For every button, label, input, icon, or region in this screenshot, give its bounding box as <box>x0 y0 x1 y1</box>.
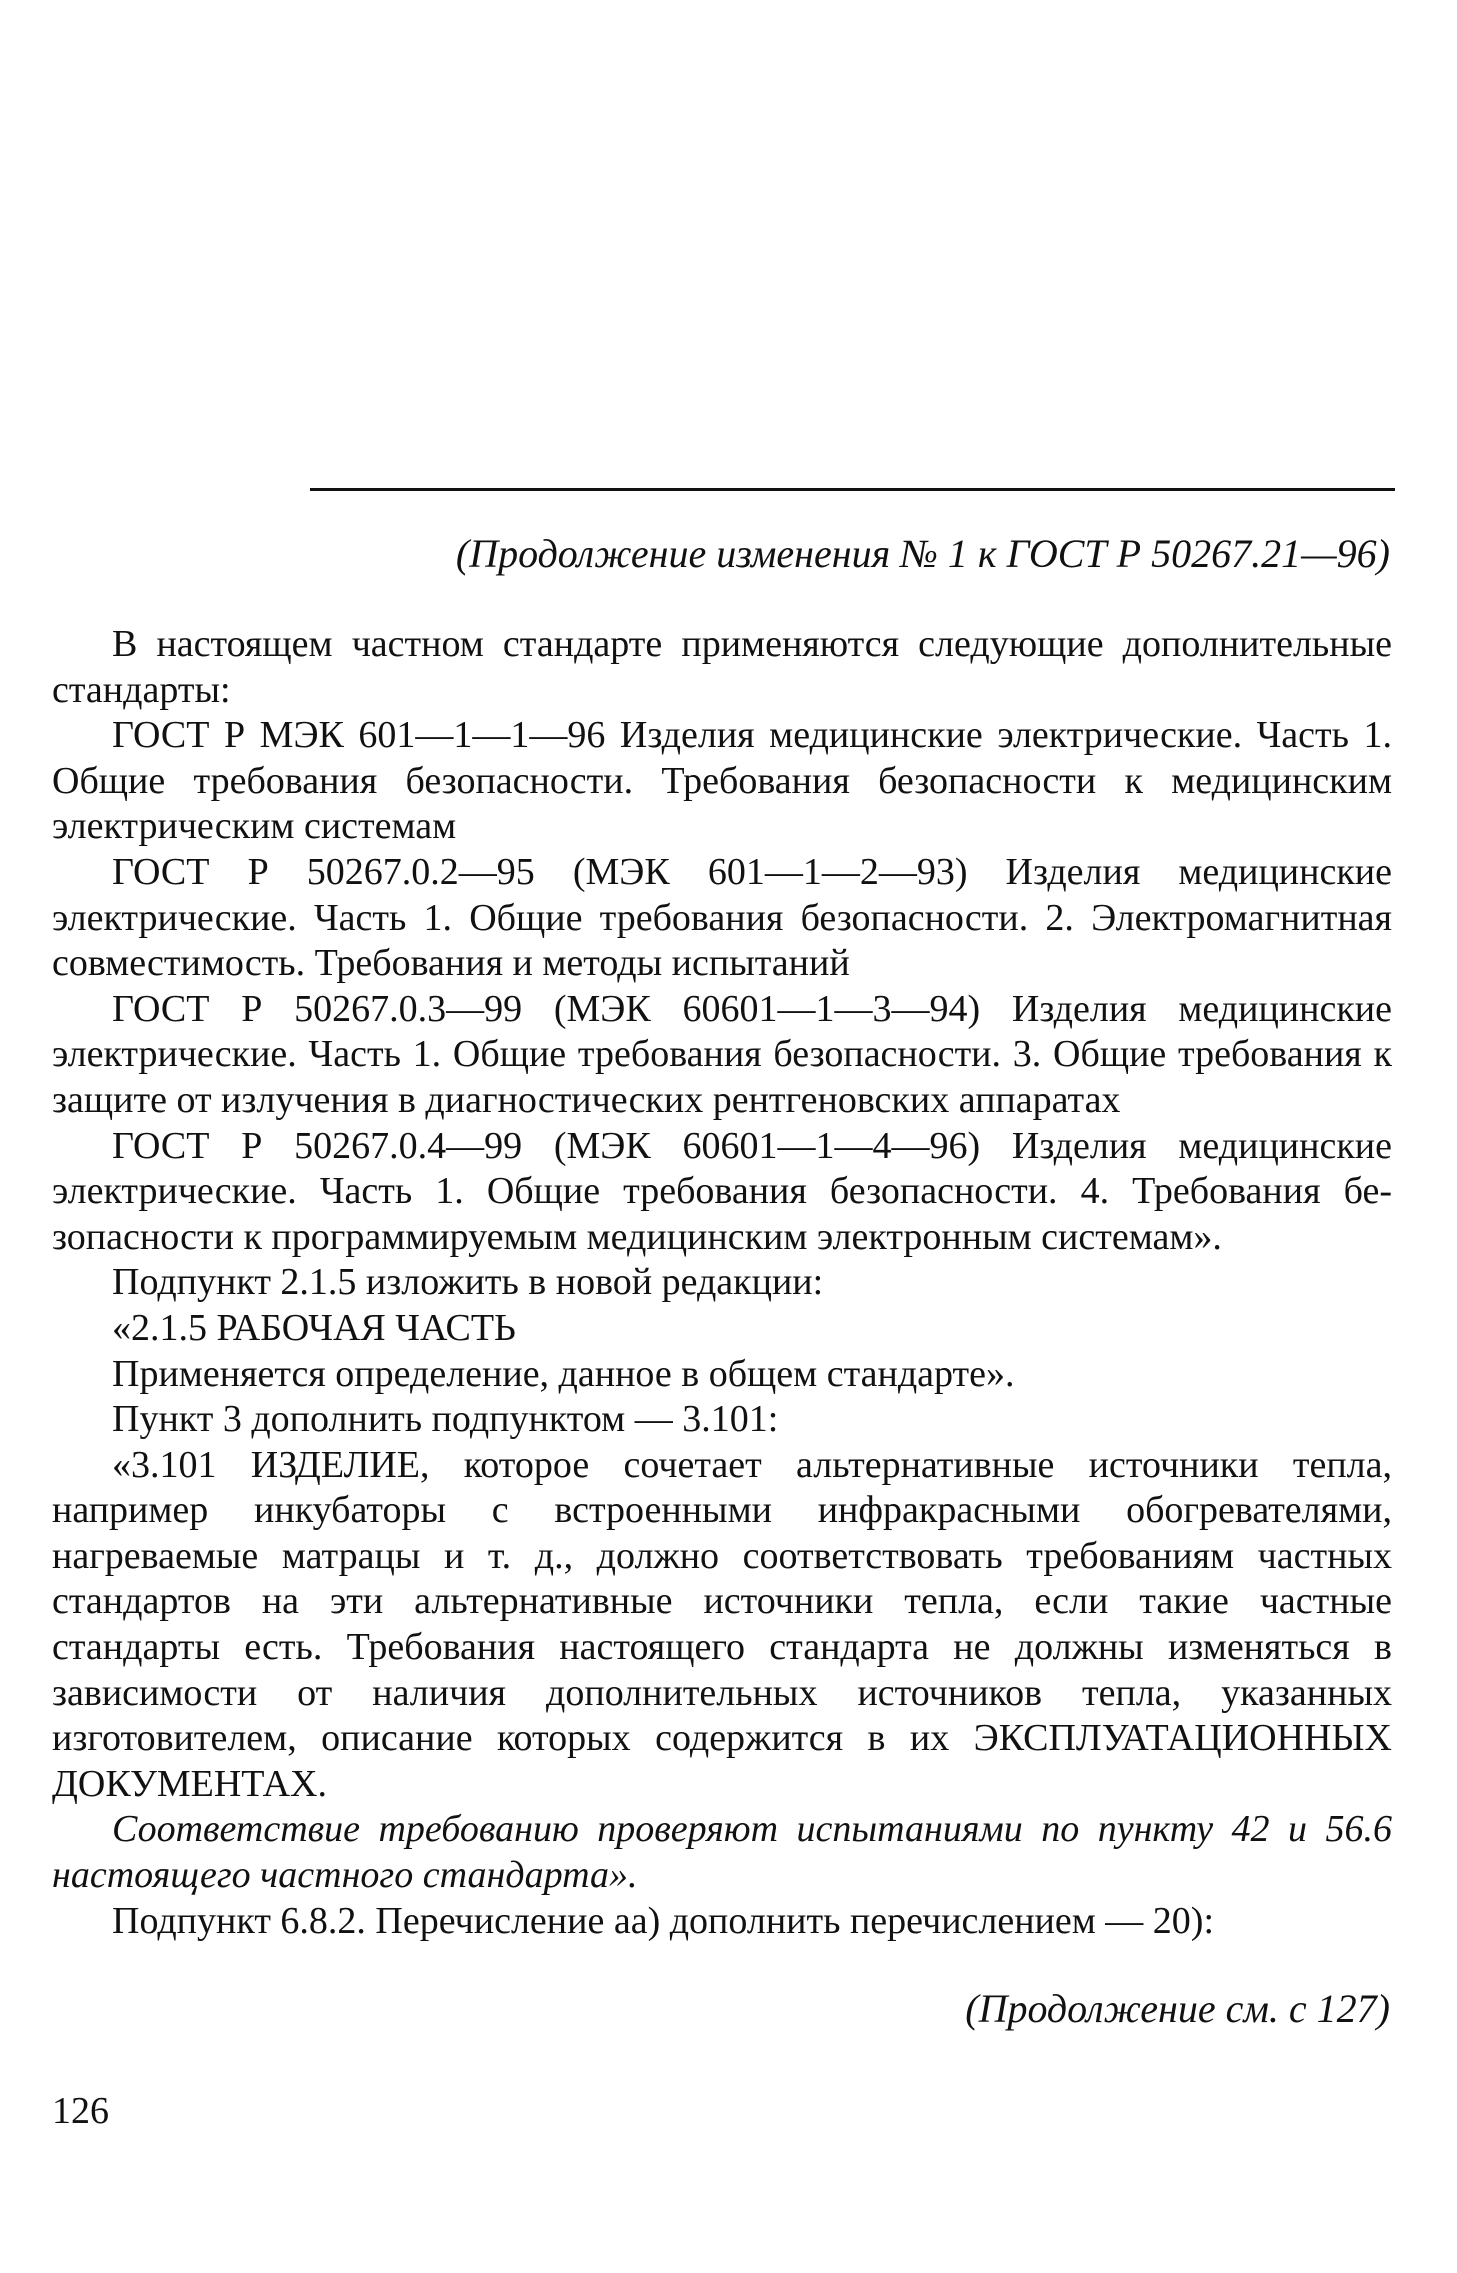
paragraph-compliance: Соответствие требованию проверяют испытаниями по пункту 42 и 56.6 настоящего частного стандарта». <box>52 1808 1392 1897</box>
page-number: 126 <box>52 2090 109 2132</box>
continuation-header: (Продолжение изменения № 1 к ГОСТ Р 50267.21—96) <box>455 531 1390 576</box>
paragraph-clause-3-101: «3.101 ИЗДЕЛИЕ, которое сочетает альтернативные источники тепла, например инкубаторы с встроенными инфракрасными обогревателями, нагреваемые матрацы и т. д., должно соответствовать требованиям частных стандартов на эти альтернативные источники тепла, если такие частные стандарты есть. Требования настоящего стандарта не должны изменяться в зависимости от наличия дополнительных источников тепла, указанных изготовителем, описание которых содержится в их ЭКСПЛУАТАЦИОННЫХ ДОКУМЕНТАХ. <box>52 1443 1392 1805</box>
paragraph-standard-1: ГОСТ Р МЭК 601—1—1—96 Изделия медицинские электрические. Часть 1. Общие требования безопасности. Требования безопасности к медицинским электрическим системам <box>52 714 1392 848</box>
paragraph-standard-2: ГОСТ Р 50267.0.2—95 (МЭК 601—1—2—93) Изделия медицинские электрические. Часть 1. Общие требования безопасности. 2. Электромагнитная совместимость. Требования и методы испытаний <box>52 850 1392 985</box>
paragraph-intro: В настоящем частном стандарте применяются следующие дополнительные стандарты: <box>52 623 1392 711</box>
paragraph-standard-4: ГОСТ Р 50267.0.4—99 (МЭК 60601—1—4—96) Изделия медицинские электрические. Часть 1. Общие требования безопасности. 4. Требования безопасности к программируемым медицинским электронным системам». <box>52 1124 1392 1258</box>
paragraph-definition: Применяется определение, данное в общем стандарте». <box>112 1352 1015 1395</box>
header-rule <box>310 488 1395 491</box>
continuation-footer: (Продолжение см. с 127) <box>965 1986 1390 2031</box>
paragraph-standard-3: ГОСТ Р 50267.0.3—99 (МЭК 60601—1—3—94) Изделия медицинские электрические. Часть 1. Общие требования безопасности. 3. Общие требования к защите от излучения в диагностических рентгеновских аппаратах <box>52 987 1392 1121</box>
paragraph-subclause-title: «2.1.5 РАБОЧАЯ ЧАСТЬ <box>112 1306 516 1349</box>
paragraph-clause-instruction: Пункт 3 дополнить подпунктом — 3.101: <box>112 1398 779 1441</box>
document-body <box>52 622 1392 1944</box>
paragraph-subclause-instruction: Подпункт 2.1.5 изложить в новой редакции: <box>112 1261 824 1304</box>
paragraph-enumeration: Подпункт 6.8.2. Перечисление аа) дополнить перечислением — 20): <box>112 1899 1215 1942</box>
